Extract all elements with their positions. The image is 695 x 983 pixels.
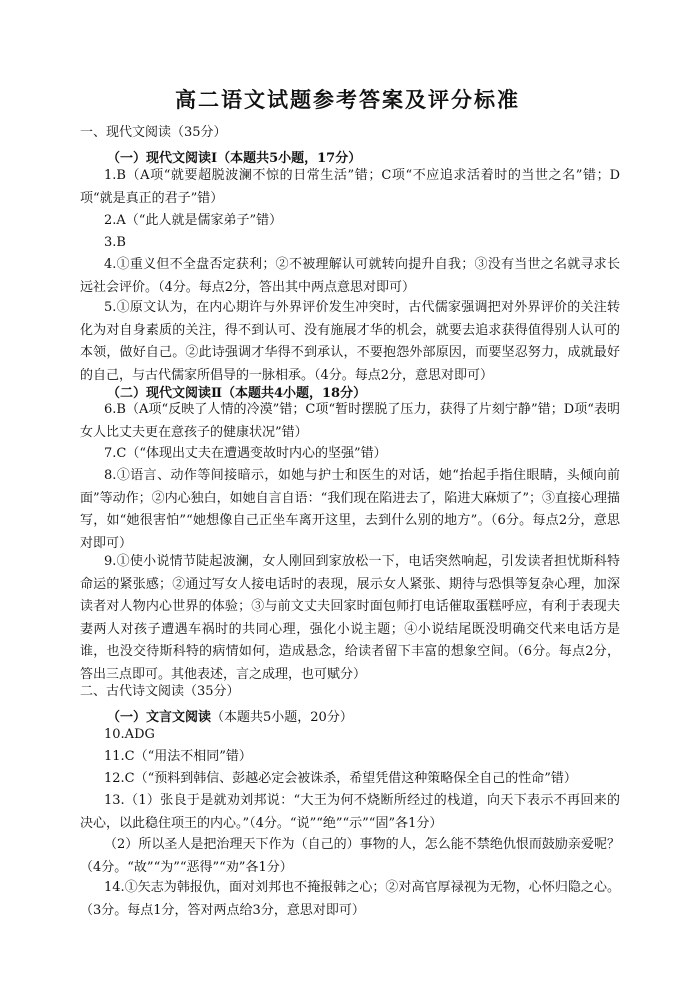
subsection-label: （一）文言文阅读: [107, 710, 212, 725]
answer-q1: 1.B（A项“就要超脱波澜不惊的日常生活”错；C项“不应追求活着时的当世之名”错；D项“就是真正的君子”错）: [80, 168, 620, 206]
answer-q5: 5.①原文认为，在内心期许与外界评价发生冲突时，古代儒家强调把对外界评价的关注转化为对自身素质的关注，得不到认可、没有施展才华的机会，就要去追求获得值得别人认可的本领，做好自己。②此诗强调才华得不到承认，不要抱怨外部原因，而要坚忍努力，成就最好的自己，与古代儒家所倡导的一脉相承。（4分。每点2分，意思对即可）: [80, 300, 620, 383]
answer-q4: 4.①重义但不全盘否定获利；②不被理解认可就转向提升自我；③没有当世之名就寻求长远社会评价。（4分。每点2分，答出其中两点意思对即可）: [80, 257, 620, 295]
page-title: 高二语文试题参考答案及评分标准: [175, 87, 520, 112]
answer-q2: 2.A（“此人就是儒家弟子”错）: [104, 213, 283, 228]
answer-q14: 14.①矢志为韩报仇，面对刘邦也不掩报韩之心；②对高官厚禄视为无物，心怀归隐之心。（3分。每点1分，答对两点给3分，意思对即可）: [80, 880, 620, 918]
answer-q9: 9.①使小说情节陡起波澜，女人刚回到家放松一下，电话突然响起，引发读者担忧斯科特命运的紧张感；②通过写女人接电话时的表现，展示女人紧张、期待与恐惧等复杂心理，加深读者对人物内心世界的体验；③与前文丈夫回家时面包师打电话催取蛋糕呼应，有利于表现夫妻两人对孩子遭遇车祸时的共同心理，强化小说主题；④小说结尾既没明确交代来电话方是谁，也没交待斯科特的病情如何，造成悬念，给读者留下丰富的想象空间。（6分。每点2分，答出三点即可。其他表述，言之成理，也可赋分）: [80, 554, 620, 682]
answer-q8: 8.①语言、动作等间接暗示，如她与护士和医生的对话，她“抬起手指住眼睛，头倾向前面”等动作；②内心独白，如她自言自语：“我们现在陷进去了，陷进大麻烦了”；③直接心理描写，如“她很害怕”“她想像自己正坐车离开这里，去到什么别的地方”。（6分。每点2分，意思对即可）: [80, 468, 620, 551]
subsection-note: （本题共5小题，20分）: [211, 710, 353, 725]
answer-q13-2: （2）所以圣人是把治理天下作为（自己的）事物的人，怎么能不禁绝仇恨而鼓励亲爱呢？（4分。“故”“为”“恶得”“劝”各1分）: [80, 837, 620, 875]
answer-q11: 11.C（“用法不相同”错）: [104, 749, 252, 764]
answer-q13-1: 13.（1）张良于是就劝刘邦说：“大王为何不烧断所经过的栈道，向天下表示不再回来的决心，以此稳住项王的内心。”（4分。“说”“绝”“示”“固”各1分）: [80, 793, 620, 831]
section-heading-classical-reading: 二、古代诗文阅读（35分）: [80, 684, 240, 699]
subsection-heading-classical-prose: [107, 706, 353, 725]
answer-q6: 6.B（A项“反映了人情的冷漠”错；C项“暂时摆脱了压力，获得了片刻宁静”错；D项“表明女人比丈夫更在意孩子的健康状况”错）: [80, 402, 620, 440]
section-heading-modern-reading: 一、现代文阅读（35分）: [80, 125, 227, 140]
subsection-heading-reading-2: （二）现代文阅读Ⅱ（本题共4小题，18分）: [107, 386, 367, 401]
answer-q3: 3.B: [104, 235, 126, 250]
answer-q7: 7.C（“体现出丈夫在遭遇变故时内心的坚强”错）: [104, 446, 387, 461]
answer-q12: 12.C（“预料到韩信、彭越必定会被诛杀，希望凭借这种策略保全自己的性命”错）: [104, 771, 577, 786]
subsection-heading-reading-1: （一）现代文阅读Ⅰ（本题共5小题，17分）: [107, 151, 362, 166]
answer-q10: 10.ADG: [104, 727, 155, 742]
